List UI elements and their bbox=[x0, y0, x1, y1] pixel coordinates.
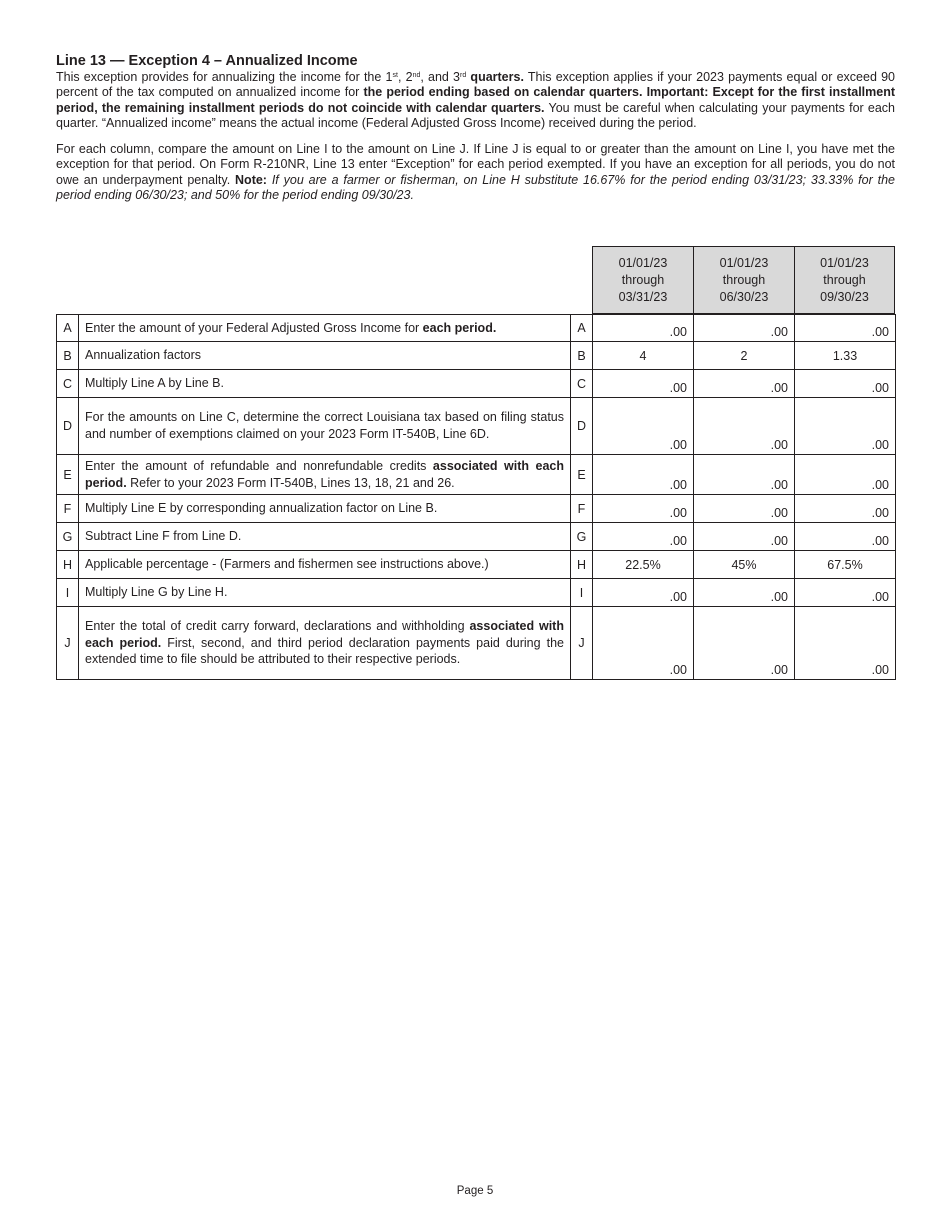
amount-field[interactable]: .00 bbox=[694, 398, 795, 455]
table-row bbox=[57, 370, 896, 398]
row-description: Applicable percentage - (Farmers and fishermen see instructions above.) bbox=[79, 551, 571, 579]
row-description: Enter the amount of your Federal Adjusted Gross Income for each period. bbox=[79, 315, 571, 342]
column-header-q3: 01/01/23 through 09/30/23 bbox=[794, 246, 895, 314]
row-letter: E bbox=[57, 455, 79, 495]
row-letter: H bbox=[57, 551, 79, 579]
amount-field[interactable]: .00 bbox=[593, 579, 694, 607]
row-description: Multiply Line G by Line H. bbox=[79, 579, 571, 607]
row-letter-right: G bbox=[571, 523, 593, 551]
row-letter: D bbox=[57, 398, 79, 455]
column-header-row bbox=[56, 246, 895, 314]
amount-field[interactable]: .00 bbox=[795, 579, 896, 607]
amount-field[interactable]: .00 bbox=[593, 607, 694, 680]
row-letter: B bbox=[57, 342, 79, 370]
amount-field[interactable]: .00 bbox=[795, 607, 896, 680]
row-description: Multiply Line A by Line B. bbox=[79, 370, 571, 398]
amount-field[interactable]: .00 bbox=[593, 523, 694, 551]
section-heading: Line 13 — Exception 4 – Annualized Income bbox=[56, 53, 358, 69]
intro-paragraph: This exception provides for annualizing the income for the 1st, 2nd, and 3rd quarters. This exception applies if your 2023 payments equal or exceed 90 percent of the tax computed on annualized income for the period ending based on calendar quarters. Important: Except for the first installment period, the remaining installment periods do not coincide with calendar quarters. You must be careful when calculating your payments for each quarter. “Annualized income” means the actual income (Federal Adjusted Gross Income) received during the period. bbox=[56, 70, 896, 130]
table-row bbox=[57, 523, 896, 551]
percentage-value: 67.5% bbox=[795, 551, 896, 579]
page-number: Page 5 bbox=[456, 1185, 494, 1197]
amount-field[interactable]: .00 bbox=[694, 370, 795, 398]
row-description: For the amounts on Line C, determine the correct Louisiana tax based on filing status and number of exemptions claimed on your 2023 Form IT-540B, Line 6D. bbox=[79, 398, 571, 455]
amount-field[interactable]: .00 bbox=[593, 315, 694, 342]
table-row bbox=[57, 551, 896, 579]
column-header-q2: 01/01/23 through 06/30/23 bbox=[693, 246, 795, 314]
table-row bbox=[57, 495, 896, 523]
row-letter-right: F bbox=[571, 495, 593, 523]
row-description: Subtract Line F from Line D. bbox=[79, 523, 571, 551]
amount-field[interactable]: .00 bbox=[694, 315, 795, 342]
row-letter: F bbox=[57, 495, 79, 523]
row-letter: A bbox=[57, 315, 79, 342]
row-letter-right: E bbox=[571, 455, 593, 495]
amount-field[interactable]: .00 bbox=[694, 579, 795, 607]
amount-field[interactable]: .00 bbox=[593, 398, 694, 455]
table-row bbox=[57, 342, 896, 370]
instructions-section bbox=[56, 52, 895, 203]
row-letter-right: C bbox=[571, 370, 593, 398]
amount-field[interactable]: .00 bbox=[593, 455, 694, 495]
table-row bbox=[57, 579, 896, 607]
row-letter-right: B bbox=[571, 342, 593, 370]
percentage-value: 45% bbox=[694, 551, 795, 579]
factor-value: 2 bbox=[694, 342, 795, 370]
column-header-q1: 01/01/23 through 03/31/23 bbox=[592, 246, 694, 314]
row-letter-right: J bbox=[571, 607, 593, 680]
factor-value: 4 bbox=[593, 342, 694, 370]
amount-field[interactable]: .00 bbox=[694, 455, 795, 495]
row-letter-right: A bbox=[571, 315, 593, 342]
row-description: Enter the amount of refundable and nonrefundable credits associated with each period. Refer to your 2023 Form IT-540B, Lines 13, 18, 21 and 26. bbox=[79, 455, 571, 495]
row-letter-right: D bbox=[571, 398, 593, 455]
amount-field[interactable]: .00 bbox=[795, 495, 896, 523]
table-row bbox=[57, 607, 896, 680]
row-letter: J bbox=[57, 607, 79, 680]
amount-field[interactable]: .00 bbox=[694, 523, 795, 551]
amount-field[interactable]: .00 bbox=[593, 370, 694, 398]
amount-field[interactable]: .00 bbox=[694, 607, 795, 680]
row-description: Enter the total of credit carry forward, declarations and withholding associated with each period. First, second, and third period declaration payments paid during the extended time to file should be attributed to their respective periods. bbox=[79, 607, 571, 680]
table-row bbox=[57, 455, 896, 495]
row-description: Multiply Line E by corresponding annualization factor on Line B. bbox=[79, 495, 571, 523]
amount-field[interactable]: .00 bbox=[593, 495, 694, 523]
amount-field[interactable]: .00 bbox=[694, 495, 795, 523]
amount-field[interactable]: .00 bbox=[795, 523, 896, 551]
table-row bbox=[57, 398, 896, 455]
row-letter-right: I bbox=[571, 579, 593, 607]
row-letter: C bbox=[57, 370, 79, 398]
amount-field[interactable]: .00 bbox=[795, 315, 896, 342]
row-letter: G bbox=[57, 523, 79, 551]
row-description: Annualization factors bbox=[79, 342, 571, 370]
annualized-income-table bbox=[56, 246, 895, 680]
table-row bbox=[57, 315, 896, 342]
amount-field[interactable]: .00 bbox=[795, 370, 896, 398]
amount-field[interactable]: .00 bbox=[795, 455, 896, 495]
amount-field[interactable]: .00 bbox=[795, 398, 896, 455]
compare-paragraph: For each column, compare the amount on Line I to the amount on Line J. If Line J is equal to or greater than the amount on Line I, you have met the exception for that period. On Form R-210NR, Line 13 enter “Exception” for each period exempted. If you have an exception for all periods, you do not owe an underpayment penalty. Note: If you are a farmer or fisherman, on Line H substitute 16.67% for the period ending 03/31/23; 33.33% for the period ending 06/30/23; and 50% for the period ending 09/30/23. bbox=[56, 142, 895, 203]
row-letter: I bbox=[57, 579, 79, 607]
worksheet-grid bbox=[56, 314, 896, 680]
factor-value: 1.33 bbox=[795, 342, 896, 370]
row-letter-right: H bbox=[571, 551, 593, 579]
percentage-value: 22.5% bbox=[593, 551, 694, 579]
